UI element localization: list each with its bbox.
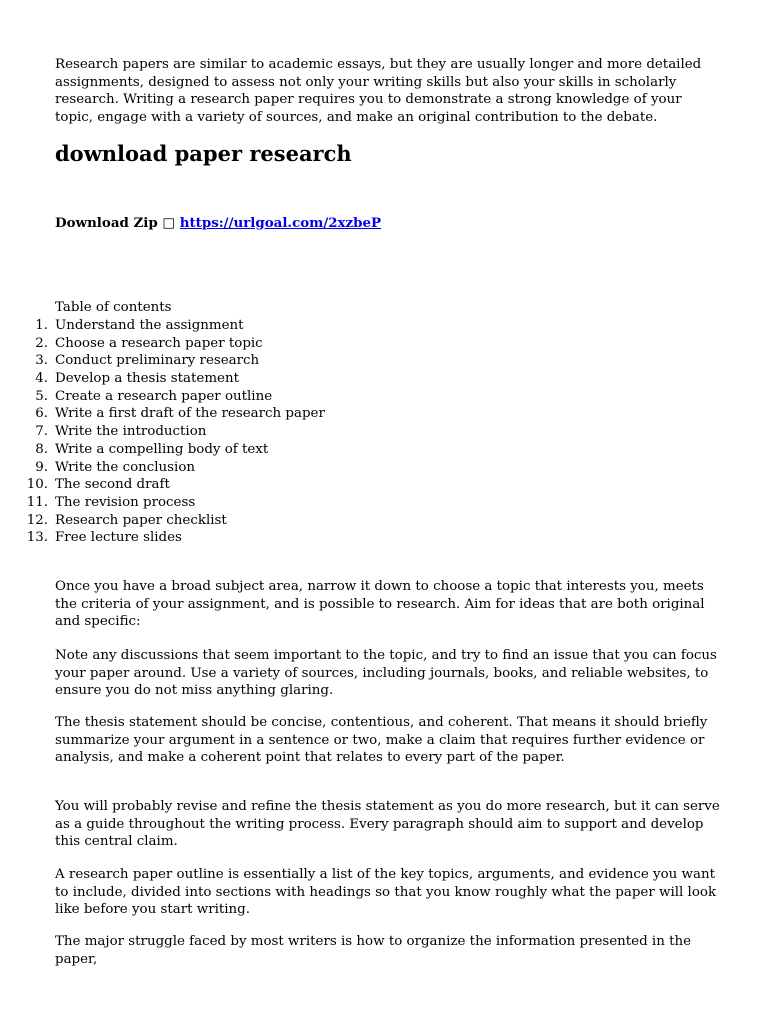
- list-item-label: Understand the assignment: [55, 318, 244, 333]
- list-item-label: Research paper checklist: [55, 512, 227, 528]
- list-item-number: 1.: [35, 318, 48, 333]
- list-item: [0, 512, 720, 530]
- list-item-label: The second draft: [55, 477, 170, 493]
- download-link[interactable]: https://urlgoal.com/2xzbeP: [179, 215, 382, 231]
- list-item: [0, 317, 720, 335]
- list-item: [0, 423, 720, 441]
- list-item-label: Write a first draft of the research paper: [55, 406, 325, 422]
- list-item-label: Write the conclusion: [55, 459, 196, 475]
- body-paragraph: Once you have a broad subject area, narrow it down to choose a topic that interests you, meets the criteria of your assignment, and is possible to research. Aim for ideas that are both original and specific:: [55, 579, 705, 630]
- list-item-label: The revision process: [55, 494, 196, 510]
- list-item-number: 3.: [35, 353, 48, 369]
- list-item: [0, 459, 720, 477]
- list-item: [0, 388, 720, 406]
- list-item-number: 7.: [35, 424, 48, 440]
- body-paragraph: The major struggle faced by most writers is how to organize the information presented in the paper,: [55, 934, 692, 967]
- list-item-number: 6.: [35, 406, 48, 422]
- list-item-number: 8.: [35, 441, 48, 457]
- intro-paragraph: Research papers are similar to academic essays, but they are usually longer and more detailed assignments, designed to assess not only your writing skills but also your skills in scholarly research. Writing a research paper requires you to demonstrate a strong knowledge of your topic, engage with a variety of sources, and make an original contribution to the debate.: [55, 57, 702, 126]
- body-paragraph: You will probably revise and refine the thesis statement as you do more research, but it can serve as a guide throughout the writing process. Every paragraph should aim to support and develop this central claim.: [55, 799, 720, 850]
- list-item-label: Write a compelling body of text: [55, 441, 269, 457]
- list-item-number: 5.: [35, 388, 48, 404]
- list-item-number: 10.: [26, 477, 48, 493]
- list-item-number: 11.: [26, 494, 48, 510]
- list-item-number: 12.: [26, 512, 48, 528]
- list-item: [0, 494, 720, 512]
- toc-list: [0, 317, 720, 547]
- list-item: [0, 335, 720, 353]
- list-item-label: Free lecture slides: [55, 530, 182, 546]
- list-item: [0, 370, 720, 388]
- list-item-number: 9.: [35, 459, 48, 475]
- list-item-number: 13.: [26, 530, 48, 546]
- body-paragraph: A research paper outline is essentially a list of the key topics, arguments, and evidence you want to include, divided into sections with headings so that you know roughly what the paper will look like before you start writing.: [55, 867, 717, 918]
- list-item-number: 4.: [35, 371, 48, 387]
- list-item-number: 2.: [35, 335, 48, 351]
- list-item-label: Choose a research paper topic: [55, 335, 263, 351]
- body-paragraph: The thesis statement should be concise, contentious, and coherent. That means it should briefly summarize your argument in a sentence or two, make a claim that requires further evidence or analysis, and make a coherent point that relates to every part of the paper.: [55, 715, 708, 766]
- download-label: Download Zip □: [55, 215, 180, 231]
- list-item-label: Write the introduction: [55, 424, 207, 440]
- list-item-label: Conduct preliminary research: [55, 353, 260, 369]
- list-item: [0, 441, 720, 459]
- download-line: [55, 215, 720, 233]
- body-paragraph: Note any discussions that seem important to the topic, and try to find an issue that you can focus your paper around. Use a variety of sources, including journals, books, and reliable websites, to ensure you do not miss anything glaring.: [55, 648, 717, 699]
- list-item-label: Develop a thesis statement: [55, 371, 239, 387]
- page-title: download paper research: [55, 141, 352, 166]
- toc-title: Table of contents: [55, 300, 172, 315]
- list-item: [0, 352, 720, 370]
- list-item: [0, 405, 720, 423]
- list-item-label: Create a research paper outline: [55, 388, 273, 404]
- list-item: [0, 476, 720, 494]
- list-item: [0, 529, 720, 547]
